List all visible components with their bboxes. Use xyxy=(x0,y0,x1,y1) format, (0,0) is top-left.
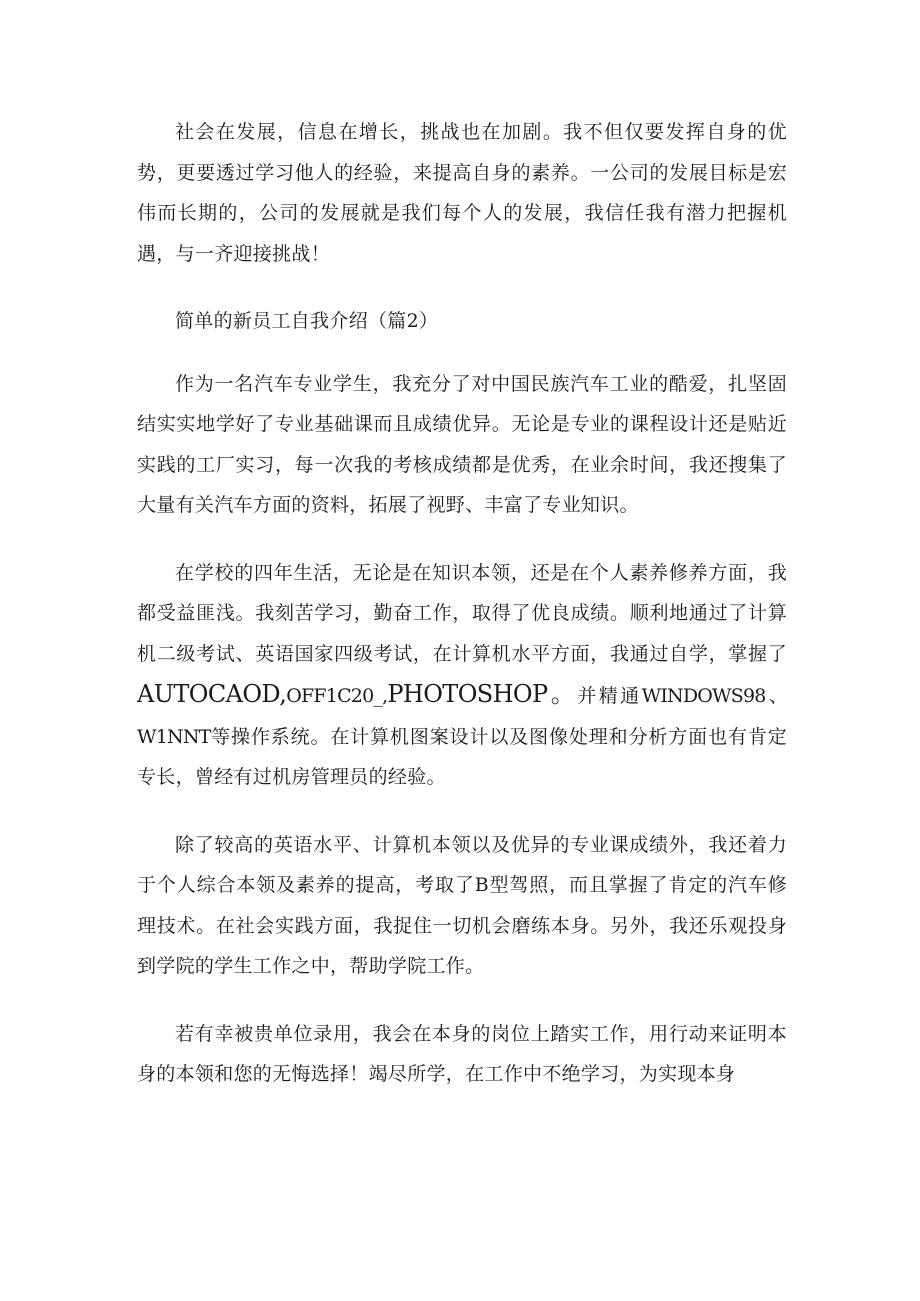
school-life-text-f: 等操作系统。在计算机图案设计以及图像处理和分析方面也有肯定专长，曾经有过机房管理员的经验。 xyxy=(137,725,787,788)
school-life-text-a: 在学校的四年生活，无论是在知识本领，还是在个人素养修养方面，我都受益匪浅。我刻苦学习，勤奋工作，取得了优良成绩。顺利地通过了计算机二级考试、英语国家四级考试，在计算机水平方面，我通过自学，掌握了 xyxy=(137,561,787,665)
software-name-photoshop: PHOTOSHOP。 xyxy=(387,680,578,708)
software-name-office: OFF1C20_, xyxy=(286,685,388,707)
paragraph-skills: 除了较高的英语水平、计算机本领以及优异的专业课成绩外，我还着力于个人综合本领及素养的提高，考取了B型驾照，而且掌握了肯定的汽车修理技术。在社会实践方面，我捉住一切机会磨练本身。另外，我还乐观投身到学院的学生工作之中，帮助学院工作。 xyxy=(137,833,787,977)
document-body xyxy=(137,112,787,1122)
paragraph-school-life xyxy=(137,553,787,798)
section-heading: 简单的新员工自我介绍（篇2） xyxy=(175,310,439,332)
os-names: 并精通WINDOWS98、W1NNT xyxy=(137,685,787,748)
software-name-autocad: AUTOCAOD, xyxy=(137,680,287,708)
paragraph-intro-closing: 社会在发展，信息在增长，挑战也在加剧。我不但仅要发挥自身的优势，更要透过学习他人的经验，来提高自身的素养。一公司的发展目标是宏伟而长期的，公司的发展就是我们每个人的发展，我信任我有潜力把握机遇，与一齐迎接挑战！ xyxy=(137,121,787,265)
paragraph-commitment: 若有幸被贵单位录用，我会在本身的岗位上踏实工作，用行动来证明本身的本领和您的无悔选择！竭尽所学，在工作中不绝学习，为实现本身 xyxy=(137,1022,787,1085)
paragraph-major-studies: 作为一名汽车专业学生，我充分了对中国民族汽车工业的酷爱，扎坚固结实实地学好了专业基础课而且成绩优异。无论是专业的课程设计还是贴近实践的工厂实习，每一次我的考核成绩都是优秀，在业余时间，我还搜集了大量有关汽车方面的资料，拓展了视野、丰富了专业知识。 xyxy=(137,372,787,516)
